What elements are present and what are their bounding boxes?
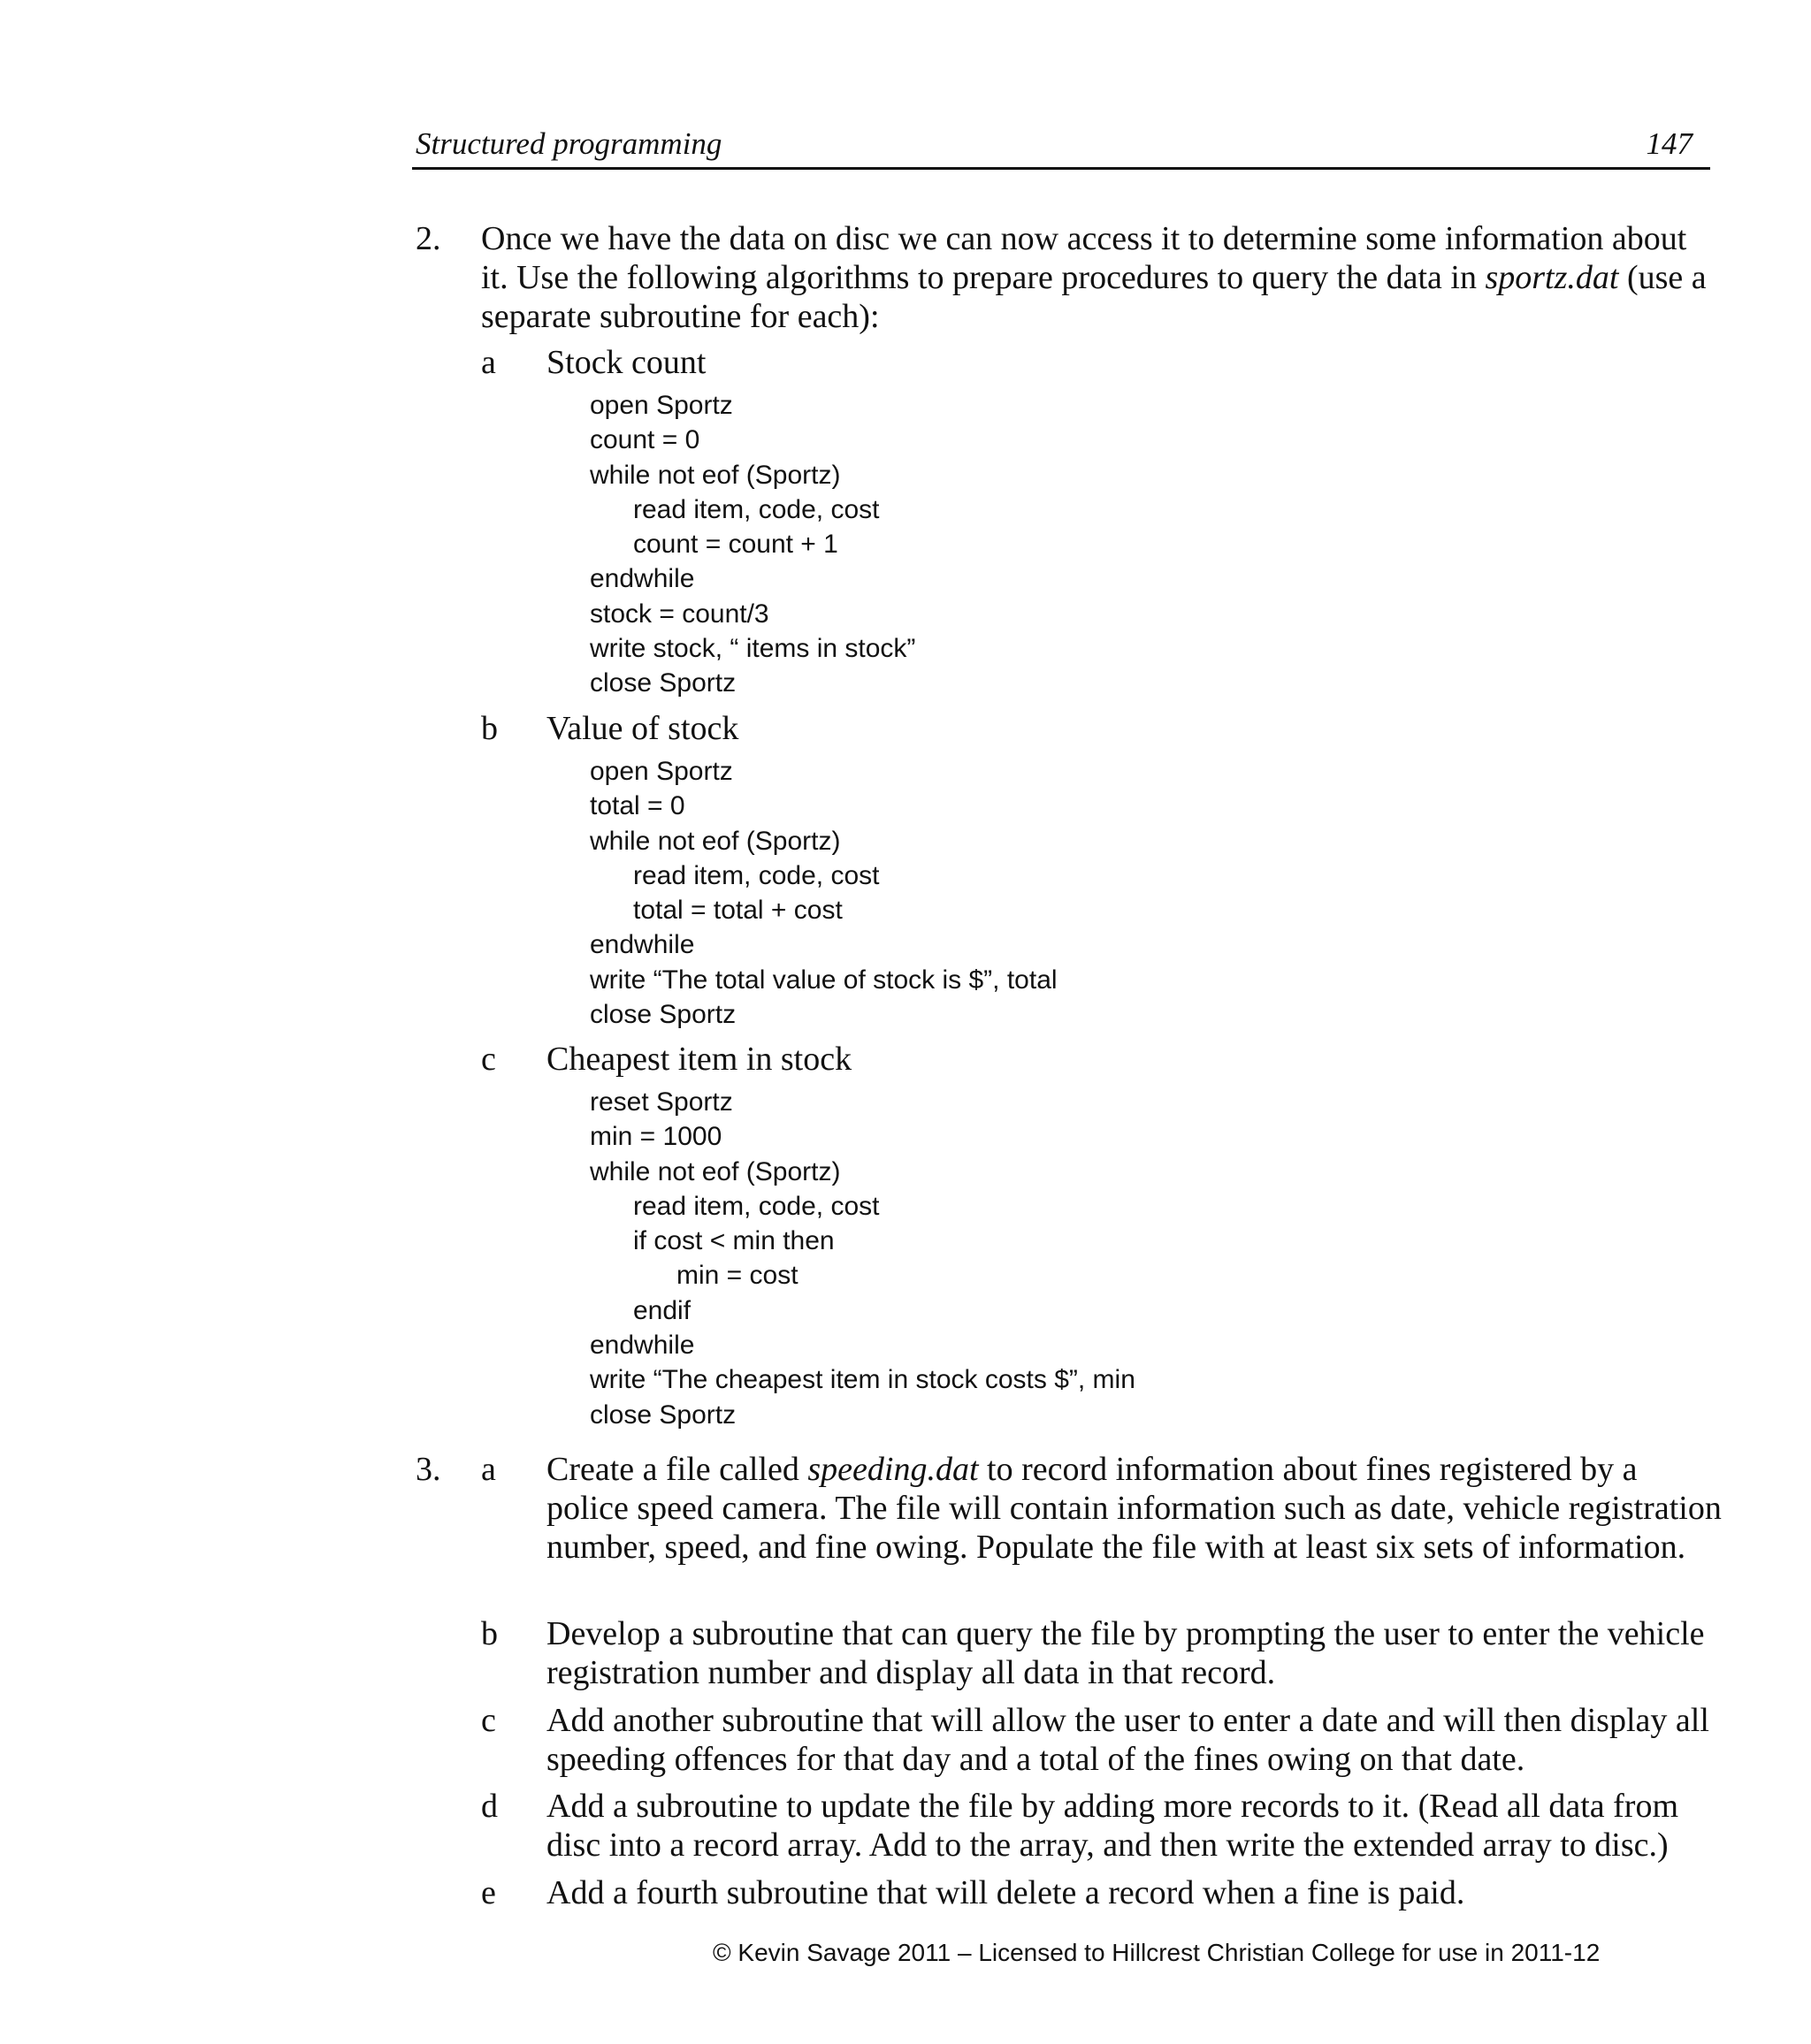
code-line: close Sportz <box>590 1000 737 1030</box>
code-line: min = 1000 <box>590 1122 722 1152</box>
code-line: endwhile <box>590 564 695 594</box>
part-3e-letter: e <box>481 1874 496 1911</box>
part-2a-title: Stock count <box>546 344 707 381</box>
part-3d-text: Add a subroutine to update the file by adding more records to it. (Read all data from disc into a record array. Add to the array, and then write the extended array to disc.) <box>546 1788 1679 1864</box>
code-line: write “The total value of stock is $”, total <box>590 965 1058 995</box>
intro-text: Once we have the data on disc we can now access it to determine some information about it. Use the following algorithms to prepare procedures to query the data in <box>481 220 1687 296</box>
pseudocode-stock-count <box>590 388 915 701</box>
part-3c-letter: c <box>481 1702 496 1739</box>
pseudocode-value-of-stock <box>590 754 1058 1032</box>
code-line: while not eof (Sportz) <box>590 460 841 490</box>
code-line: endwhile <box>590 930 695 960</box>
part-3b-letter: b <box>481 1615 498 1652</box>
code-line: endif <box>633 1295 692 1325</box>
part-3e-text: Add a fourth subroutine that will delete a record when a fine is paid. <box>546 1874 1465 1911</box>
code-line: total = 0 <box>590 791 685 821</box>
question-2-intro <box>481 219 1719 336</box>
code-line: stock = count/3 <box>590 599 769 629</box>
code-line: endwhile <box>590 1331 695 1361</box>
part-3b-text: Develop a subroutine that can query the file by prompting the user to enter the vehicle registration number and display all data in that record. <box>546 1615 1705 1691</box>
code-line: write “The cheapest item in stock costs $”, min <box>590 1365 1135 1395</box>
part-2a-letter: a <box>481 344 496 381</box>
part-3d-letter: d <box>481 1788 498 1825</box>
code-line: if cost < min then <box>633 1226 835 1256</box>
page-number: 147 <box>1646 126 1693 161</box>
code-line: min = cost <box>676 1261 799 1291</box>
part-2c-title: Cheapest item in stock <box>546 1041 852 1078</box>
code-line: count = count + 1 <box>633 530 838 560</box>
chapter-title: Structured programming <box>416 126 722 161</box>
code-line: close Sportz <box>590 1400 737 1430</box>
pseudocode-cheapest-item <box>590 1085 1135 1432</box>
running-header <box>412 126 1710 170</box>
part-3a-letter: a <box>481 1451 496 1488</box>
code-line: read item, code, cost <box>633 494 880 524</box>
code-line: write stock, “ items in stock” <box>590 634 916 664</box>
code-line: reset Sportz <box>590 1087 733 1117</box>
code-line: total = total + cost <box>633 896 843 926</box>
code-line: while not eof (Sportz) <box>590 826 841 856</box>
copyright-footer: © Kevin Savage 2011 – Licensed to Hillcrest Christian College for use in 2011-12 <box>713 1939 1601 1966</box>
code-line: close Sportz <box>590 668 737 698</box>
intro-text-end: (use a separate subroutine for each): <box>481 259 1707 335</box>
code-line: count = 0 <box>590 425 700 455</box>
part-2b-title: Value of stock <box>546 710 739 747</box>
part-3a-text-start: Create a file called <box>546 1451 808 1488</box>
code-line: read item, code, cost <box>633 1191 880 1221</box>
question-2-number: 2. <box>416 220 441 257</box>
part-3a-text <box>546 1450 1723 1567</box>
part-3c-text: Add another subroutine that will allow the user to enter a date and will then display all speeding offences for that day and a total of the fines owing on that date. <box>546 1702 1709 1778</box>
part-2c-letter: c <box>481 1041 496 1078</box>
filename-speeding: speeding.dat <box>807 1451 979 1488</box>
code-line: open Sportz <box>590 391 733 420</box>
code-line: read item, code, cost <box>633 860 880 890</box>
question-3-number: 3. <box>416 1451 441 1488</box>
part-2b-letter: b <box>481 710 498 747</box>
part-3a-text-end: to record information about fines registered by a police speed camera. The file will contain information such as date, vehicle registration number, speed, and fine owing. Populate the file with at least six sets of information. <box>546 1451 1722 1566</box>
code-line: while not eof (Sportz) <box>590 1156 841 1186</box>
filename-sportz: sportz.dat <box>1485 259 1619 296</box>
code-line: open Sportz <box>590 757 733 786</box>
